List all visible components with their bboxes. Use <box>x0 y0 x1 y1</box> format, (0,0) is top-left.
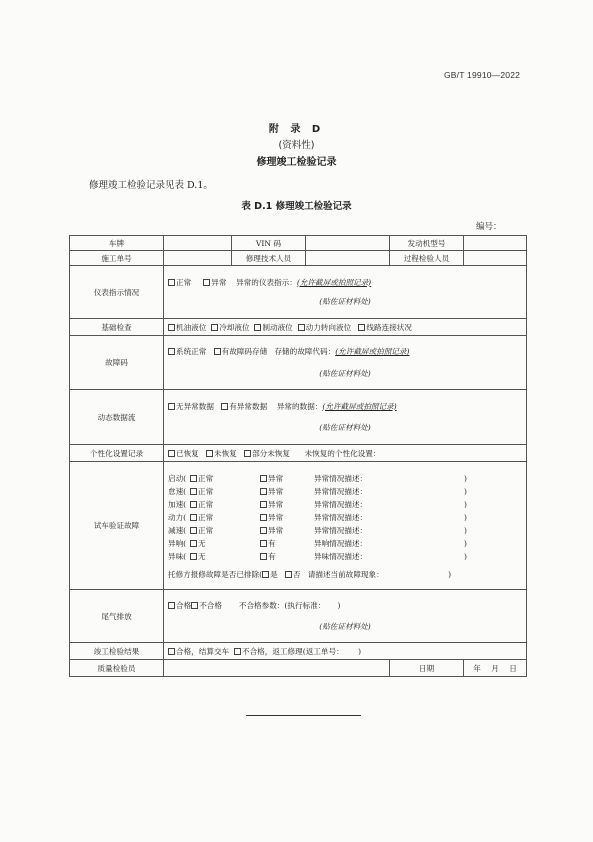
fault-code-label: 故障码 <box>70 336 164 390</box>
annex-name: 修理竣工检验记录 <box>256 157 337 168</box>
attachment-area[interactable]: (贴佐证材料处) <box>319 368 371 378</box>
fault-code-cell: 系统正常 有故障码存储 存储的故障代码：(允许截屏或拍照记录) (贴佐证材料处) <box>164 336 527 390</box>
checkbox[interactable] <box>190 553 197 560</box>
record-number-label: 编号： <box>476 222 502 232</box>
work-order-value[interactable] <box>164 251 232 266</box>
checkbox[interactable] <box>211 324 218 331</box>
table-row <box>70 266 527 319</box>
exhaust-label: 尾气排放 <box>70 590 164 643</box>
checkbox[interactable] <box>260 475 267 482</box>
attachment-area[interactable]: (贴佐证材料处) <box>319 423 371 432</box>
checkbox[interactable] <box>358 324 365 331</box>
table-row <box>70 590 527 643</box>
checkbox[interactable] <box>190 475 197 482</box>
checkbox[interactable] <box>190 527 197 534</box>
final-result-label: 竣工检验结果 <box>70 643 164 660</box>
engine-model-value[interactable] <box>464 236 527 251</box>
checkbox[interactable] <box>206 450 213 457</box>
vin-value[interactable] <box>306 236 390 251</box>
checkbox[interactable] <box>260 540 267 547</box>
checkbox[interactable] <box>262 571 269 578</box>
inspection-record-table <box>69 235 527 677</box>
checkbox[interactable] <box>168 648 175 655</box>
table-row <box>70 390 527 445</box>
checkbox[interactable] <box>190 501 197 508</box>
table-row <box>70 643 527 660</box>
vin-label: VIN 码 <box>232 236 306 251</box>
work-order-label: 施工单号 <box>70 251 164 266</box>
exhaust-cell: 合格 不合格 不合格参数：(执行标准： ) (贴佐证材料处) <box>164 590 527 643</box>
date-label: 日期 <box>390 660 464 677</box>
test-drive-cell <box>164 462 527 590</box>
checkbox[interactable] <box>244 450 251 457</box>
checkbox[interactable] <box>190 488 197 495</box>
checkbox[interactable] <box>203 279 210 286</box>
end-rule <box>246 715 361 716</box>
qc-inspector-label: 质量检验员 <box>70 660 164 677</box>
table-row <box>70 319 527 336</box>
process-inspector-value[interactable] <box>464 251 527 266</box>
qc-inspector-value[interactable] <box>164 660 390 677</box>
personal-settings-cell: 已恢复 未恢复 部分未恢复 未恢复的个性化设置： <box>164 445 527 462</box>
plate-value[interactable] <box>164 236 232 251</box>
fault-confirm-line: 托修方报修故障是否已排除( 是 否 请描述当前故障现象： ) <box>168 570 452 580</box>
process-inspector-label: 过程检验人员 <box>390 251 464 266</box>
checkbox[interactable] <box>168 279 175 286</box>
dynamic-data-cell: 无异常数据 有异常数据 异常的数据：(允许截屏或拍照记录) (贴佐证材料处) <box>164 390 527 445</box>
table-row <box>70 445 527 462</box>
checkbox[interactable] <box>190 514 197 521</box>
dynamic-data-label: 动态数据流 <box>70 390 164 445</box>
table-row <box>70 660 527 677</box>
table-row <box>70 336 527 390</box>
checkbox[interactable] <box>190 540 197 547</box>
final-result-cell: 合格，结算交车 不合格，返工修理(返工单号： ) <box>164 643 527 660</box>
annex-title: 附 录 D <box>268 124 325 135</box>
checkbox[interactable] <box>221 403 228 410</box>
standard-number: GB/T 19910—2022 <box>444 70 521 80</box>
checkbox[interactable] <box>298 324 305 331</box>
checkbox[interactable] <box>260 488 267 495</box>
table-row <box>70 462 527 590</box>
checkbox[interactable] <box>260 514 267 521</box>
checkbox[interactable] <box>260 553 267 560</box>
intro-paragraph: 修理竣工检验记录见表 D.1。 <box>89 180 213 191</box>
checkbox[interactable] <box>191 602 198 609</box>
repair-technician-label: 修理技术人员 <box>232 251 306 266</box>
basic-check-cell: 机油液位 冷却液位 制动液位 动力转向液位 线路连接状况 <box>164 319 527 336</box>
test-drive-list: 启动( 正常 异常 异常情况描述： ) 怠速( 正常 异常 异常情况描述： ) 加速( 正常 异常 异常情况描述： ) 动力( 正常 异常 异常情况描述： ) 减速( 正常 异常 异常情况描述： ) 异响( 无 有 异响情况描述： ) 异味( 无 有 异味情况描述： ) <box>168 474 467 562</box>
attachment-area[interactable]: (贴佐证材料处) <box>319 622 371 631</box>
checkbox[interactable] <box>260 527 267 534</box>
personal-settings-label: 个性化设置记录 <box>70 445 164 462</box>
instrument-label: 仪表指示情况 <box>70 266 164 319</box>
table-caption: 表 D.1 修理竣工检验记录 <box>241 201 352 212</box>
checkbox[interactable] <box>234 648 241 655</box>
instrument-cell: 正常 异常 异常的仪表指示：(允许截屏或拍照记录) (贴佐证材料处) <box>164 266 527 319</box>
checkbox[interactable] <box>168 348 175 355</box>
date-value[interactable]: 年 月 日 <box>464 660 527 677</box>
table-row <box>70 251 527 266</box>
test-drive-label: 试车验证故障 <box>70 462 164 590</box>
annex-type: (资料性) <box>278 140 315 151</box>
table-row <box>70 236 527 251</box>
checkbox[interactable] <box>285 571 292 578</box>
checkbox[interactable] <box>168 324 175 331</box>
attachment-area[interactable]: (贴佐证材料处) <box>319 297 371 306</box>
repair-technician-value[interactable] <box>306 251 390 266</box>
basic-check-label: 基础检查 <box>70 319 164 336</box>
engine-model-label: 发动机型号 <box>390 236 464 251</box>
checkbox[interactable] <box>168 602 175 609</box>
checkbox[interactable] <box>168 403 175 410</box>
plate-label: 车牌 <box>70 236 164 251</box>
checkbox[interactable] <box>168 450 175 457</box>
checkbox[interactable] <box>254 324 261 331</box>
checkbox[interactable] <box>214 348 221 355</box>
checkbox[interactable] <box>260 501 267 508</box>
